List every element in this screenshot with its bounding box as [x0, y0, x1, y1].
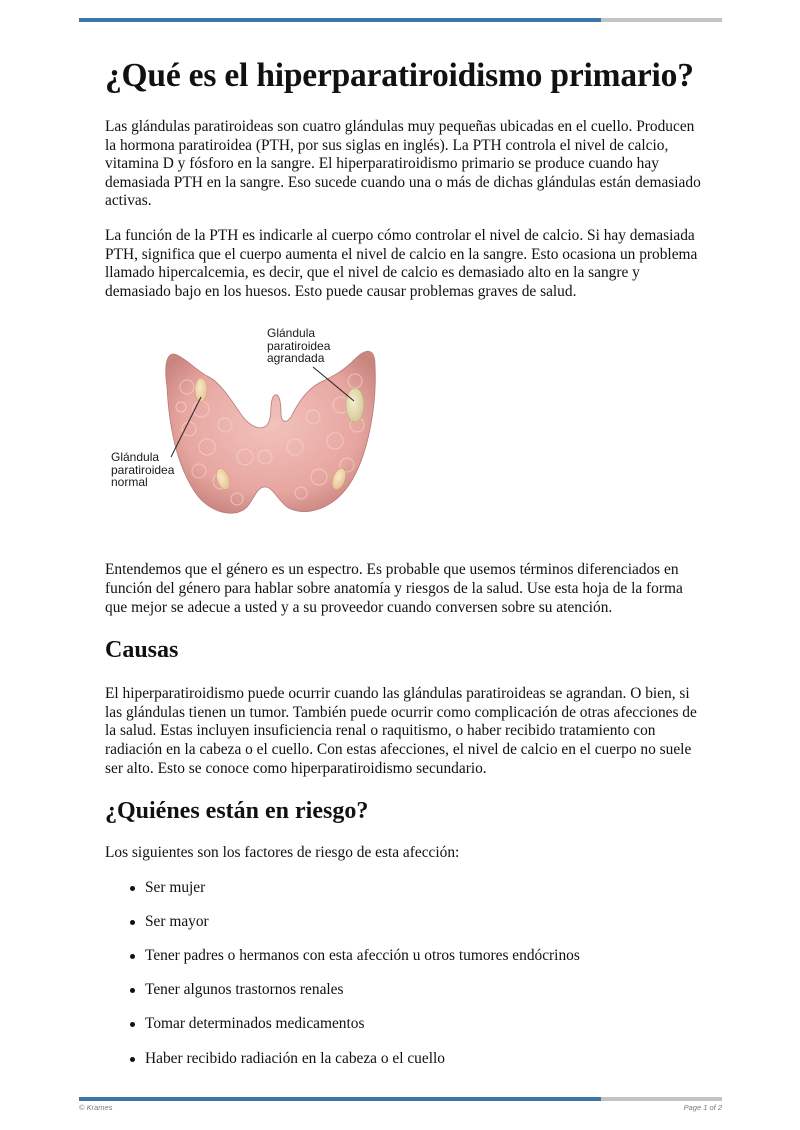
footer-rule [79, 1097, 722, 1101]
label-enlarged-gland: Glándula paratiroidea agrandada [267, 326, 331, 366]
risk-factor-list [105, 879, 705, 1069]
risk-heading: ¿Quiénes están en riesgo? [105, 798, 369, 825]
copyright: © Krames [79, 1103, 113, 1112]
gender-note: Entendemos que el género es un espectro. Es probable que usemos términos diferenciados en función del género para hablar sobre anatomía y riesgos de la salud. Use esta hoja de la forma que mejor se adecue a usted y a su proveedor cuando conversen sobre su atención. [105, 561, 683, 616]
causes-text: El hiperparatiroidismo puede ocurrir cuando las glándulas paratiroideas se agrandan. O bien, si las glándulas tienen un tumor. También puede ocurrir como complicación de otras afecciones de la salud. Estas incluyen insuficiencia renal o raquitismo, o haber recibido tratamiento con radiación en la cabeza o el cuello. Con estas afecciones, el nivel de calcio en el cuerpo no suele ser alto. Esto se conoce como hiperparatiroidismo secundario. [105, 685, 697, 777]
page-footer [79, 1103, 722, 1112]
list-item: Ser mujer [129, 879, 705, 898]
causes-heading: Causas [105, 637, 179, 664]
thyroid-illustration [105, 317, 395, 527]
list-item: Tener padres o hermanos con esta afección u otros tumores endócrinos [129, 947, 705, 966]
footer-rule-primary [79, 1097, 601, 1101]
page-number: Page 1 of 2 [683, 1103, 722, 1112]
header-rule-primary [79, 18, 601, 22]
list-item: Tomar determinados medicamentos [129, 1015, 705, 1034]
thyroid-gland-image [105, 317, 395, 527]
list-item: Tener algunos trastornos renales [129, 981, 705, 1000]
list-item: Haber recibido radiación en la cabeza o el cuello [129, 1050, 705, 1069]
intro-paragraph-2: La función de la PTH es indicarle al cuerpo cómo controlar el nivel de calcio. Si hay demasiada PTH, significa que el cuerpo aumenta el nivel de calcio en la sangre. Esto ocasiona un problema llamado hipercalcemia, es decir, que el nivel de calcio es demasiado alto en la sangre y demasiado bajo en los huesos. Esto puede causar problemas graves de salud. [105, 226, 698, 300]
risk-intro: Los siguientes son los factores de riesgo de esta afección: [105, 844, 460, 862]
document-body [105, 56, 705, 1084]
label-normal-gland: Glándula paratiroidea normal [111, 450, 175, 490]
header-rule [79, 18, 722, 22]
header-rule-secondary [601, 18, 722, 22]
page-title: ¿Qué es el hiperparatiroidismo primario? [105, 57, 694, 94]
intro-paragraph-1: Las glándulas paratiroideas son cuatro glándulas muy pequeñas ubicadas en el cuello. Producen la hormona paratiroidea (PTH, por sus siglas en inglés). La PTH controla el nivel de calcio, vitamina D y fósforo en la sangre. El hiperparatiroidismo primario se produce cuando hay demasiada PTH en la sangre. Eso sucede cuando una o más de dichas glándulas están demasiado activas. [105, 118, 701, 210]
footer-rule-secondary [601, 1097, 722, 1101]
list-item: Ser mayor [129, 913, 705, 932]
